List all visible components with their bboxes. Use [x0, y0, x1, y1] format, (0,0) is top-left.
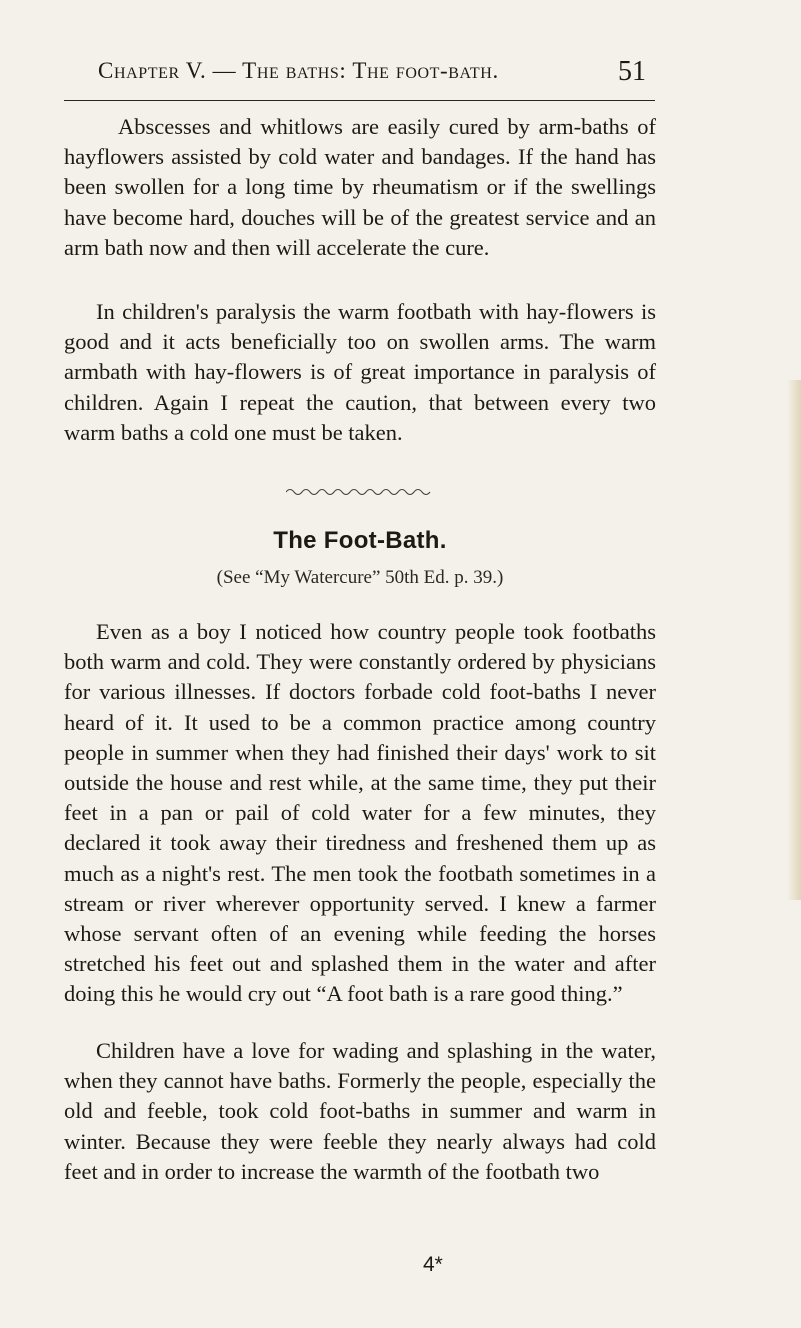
paragraph-childrens-paralysis: In children's paralysis the warm footbath with hay-flowers is good and it acts beneficially too on swollen arms. The warm armbath with hay-flowers is of great importance in paralysis of children. Again I repeat the caution, that between every two warm baths a cold one must be taken. [64, 299, 656, 445]
running-head: Chapter V. — The baths: The foot-bath. [98, 58, 499, 83]
paragraph-children-wading: Children have a love for wading and splashing in the water, when they cannot have baths. Formerly the people, especially the old and feeble, took cold foot-baths in summer and warm in winter. Because they were feeble they nearly always had cold feet and in order to increase the warmth of the footbath two [64, 1038, 656, 1184]
paragraph-country-people: Even as a boy I noticed how country people took footbaths both warm and cold. They were constantly ordered by physicians for various illnesses. If doctors forbade cold foot-baths I never heard of it. It used to be a common practice among country people in summer when they had finished their days' work to sit outside the house and rest while, at the same time, they put their feet in a pan or pail of cold water for a few minutes, they declared it took away their tiredness and freshened them up as much as a night's rest. The men took the footbath sometimes in a stream or river wherever opportunity served. I knew a farmer whose servant often of an evening while feeding the horses stretched his feet out and splashed them in the water and after doing this he would cry out “A foot bath is a rare good thing.” [64, 619, 656, 1007]
section-reference: (See “My Watercure” 50th Ed. p. 39.) [216, 567, 504, 588]
section-title: The Foot-Bath. [273, 527, 447, 554]
page-number: 51 [618, 56, 646, 87]
page-edge-shading [787, 380, 801, 900]
paragraph-abscesses: Abscesses and whitlows are easily cured by arm-baths of hayflowers assisted by cold water and bandages. If the hand has been swollen for a long time by rheumatism or if the swellings have become hard, douches will be of the greatest service and an arm bath now and then will accelerate the cure. [64, 114, 656, 260]
header-rule [64, 100, 655, 101]
signature-mark: 4* [423, 1253, 443, 1276]
wavy-rule-ornament-icon [286, 486, 432, 498]
